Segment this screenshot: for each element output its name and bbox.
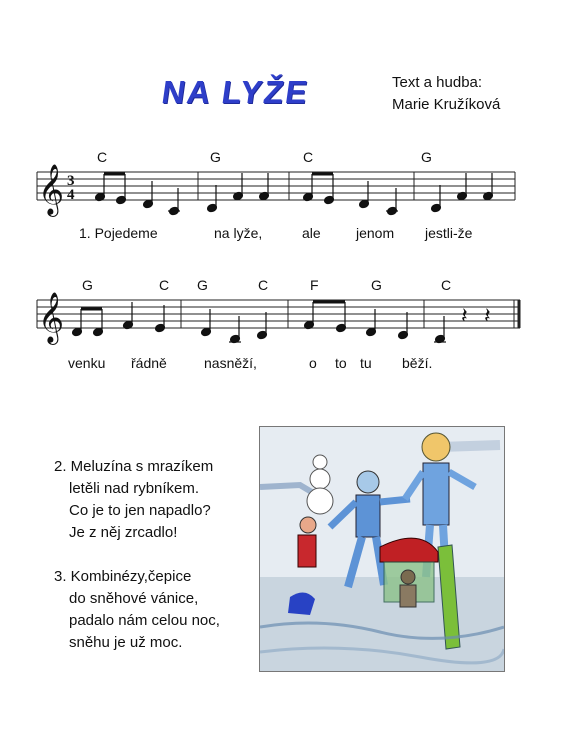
verse-line: 2. Meluzína s mrazíkem [54,458,214,475]
chord-label: G [371,277,382,293]
staff-2-lines [37,300,520,328]
chord-label: G [210,149,221,165]
treble-clef-icon: 𝄞 [38,292,65,343]
lyric-syllable: na lyže, [214,225,263,241]
verse-line: Co je to jen napadlo? [69,502,211,519]
time-signature-top: 3 [67,173,75,189]
quarter-rest-icon: 𝄽 [484,304,491,329]
verse-3 [54,566,220,654]
treble-clef-icon: 𝄞 [38,164,65,215]
lyric-syllable: venku [68,355,106,371]
credits-label: Text a hudba: [392,74,483,91]
verse-line: 3. Kombinézy,čepice [54,568,192,585]
lyric-syllable: běží. [402,355,433,371]
chord-label: G [82,277,93,293]
chord-label: C [258,277,269,293]
chord-label: C [441,277,452,293]
staff-1-lines [37,172,515,200]
verse-line: do sněhové vánice, [69,590,199,607]
chord-label: C [159,277,170,293]
chord-label: F [310,277,319,293]
verse-2 [54,456,220,544]
lyric-syllable: 1. Pojedeme [79,225,158,241]
verse-line: Je z něj zrcadlo! [69,524,178,541]
lyric-syllable: ale [302,225,321,241]
verse-line: sněhu je už moc. [69,634,183,651]
song-title: NA LYŽE [159,74,312,110]
lyric-syllable: řádně [131,355,167,371]
lyric-syllable: jestli-že [425,225,473,241]
verse-line: letěli nad rybníkem. [69,480,200,497]
drawing-illustration [260,427,504,671]
time-signature-bottom: 4 [67,187,75,203]
staff-2-notes [72,302,446,344]
lyric-syllable: jenom [356,225,395,241]
credits-author: Marie Kružíková [392,96,501,113]
lyric-syllable: nasněží, [204,355,257,371]
quarter-rest-icon: 𝄽 [461,304,468,329]
chord-label: C [97,149,108,165]
verse-line: padalo nám celou noc, [69,612,220,629]
chord-label: G [421,149,432,165]
verses [54,456,220,676]
chord-label: C [303,149,314,165]
lyric-syllable: o [309,355,317,371]
lyric-syllable: tu [360,355,372,371]
chord-label: G [197,277,208,293]
lyric-syllable: to [335,355,347,371]
child-drawing-image [259,426,505,672]
